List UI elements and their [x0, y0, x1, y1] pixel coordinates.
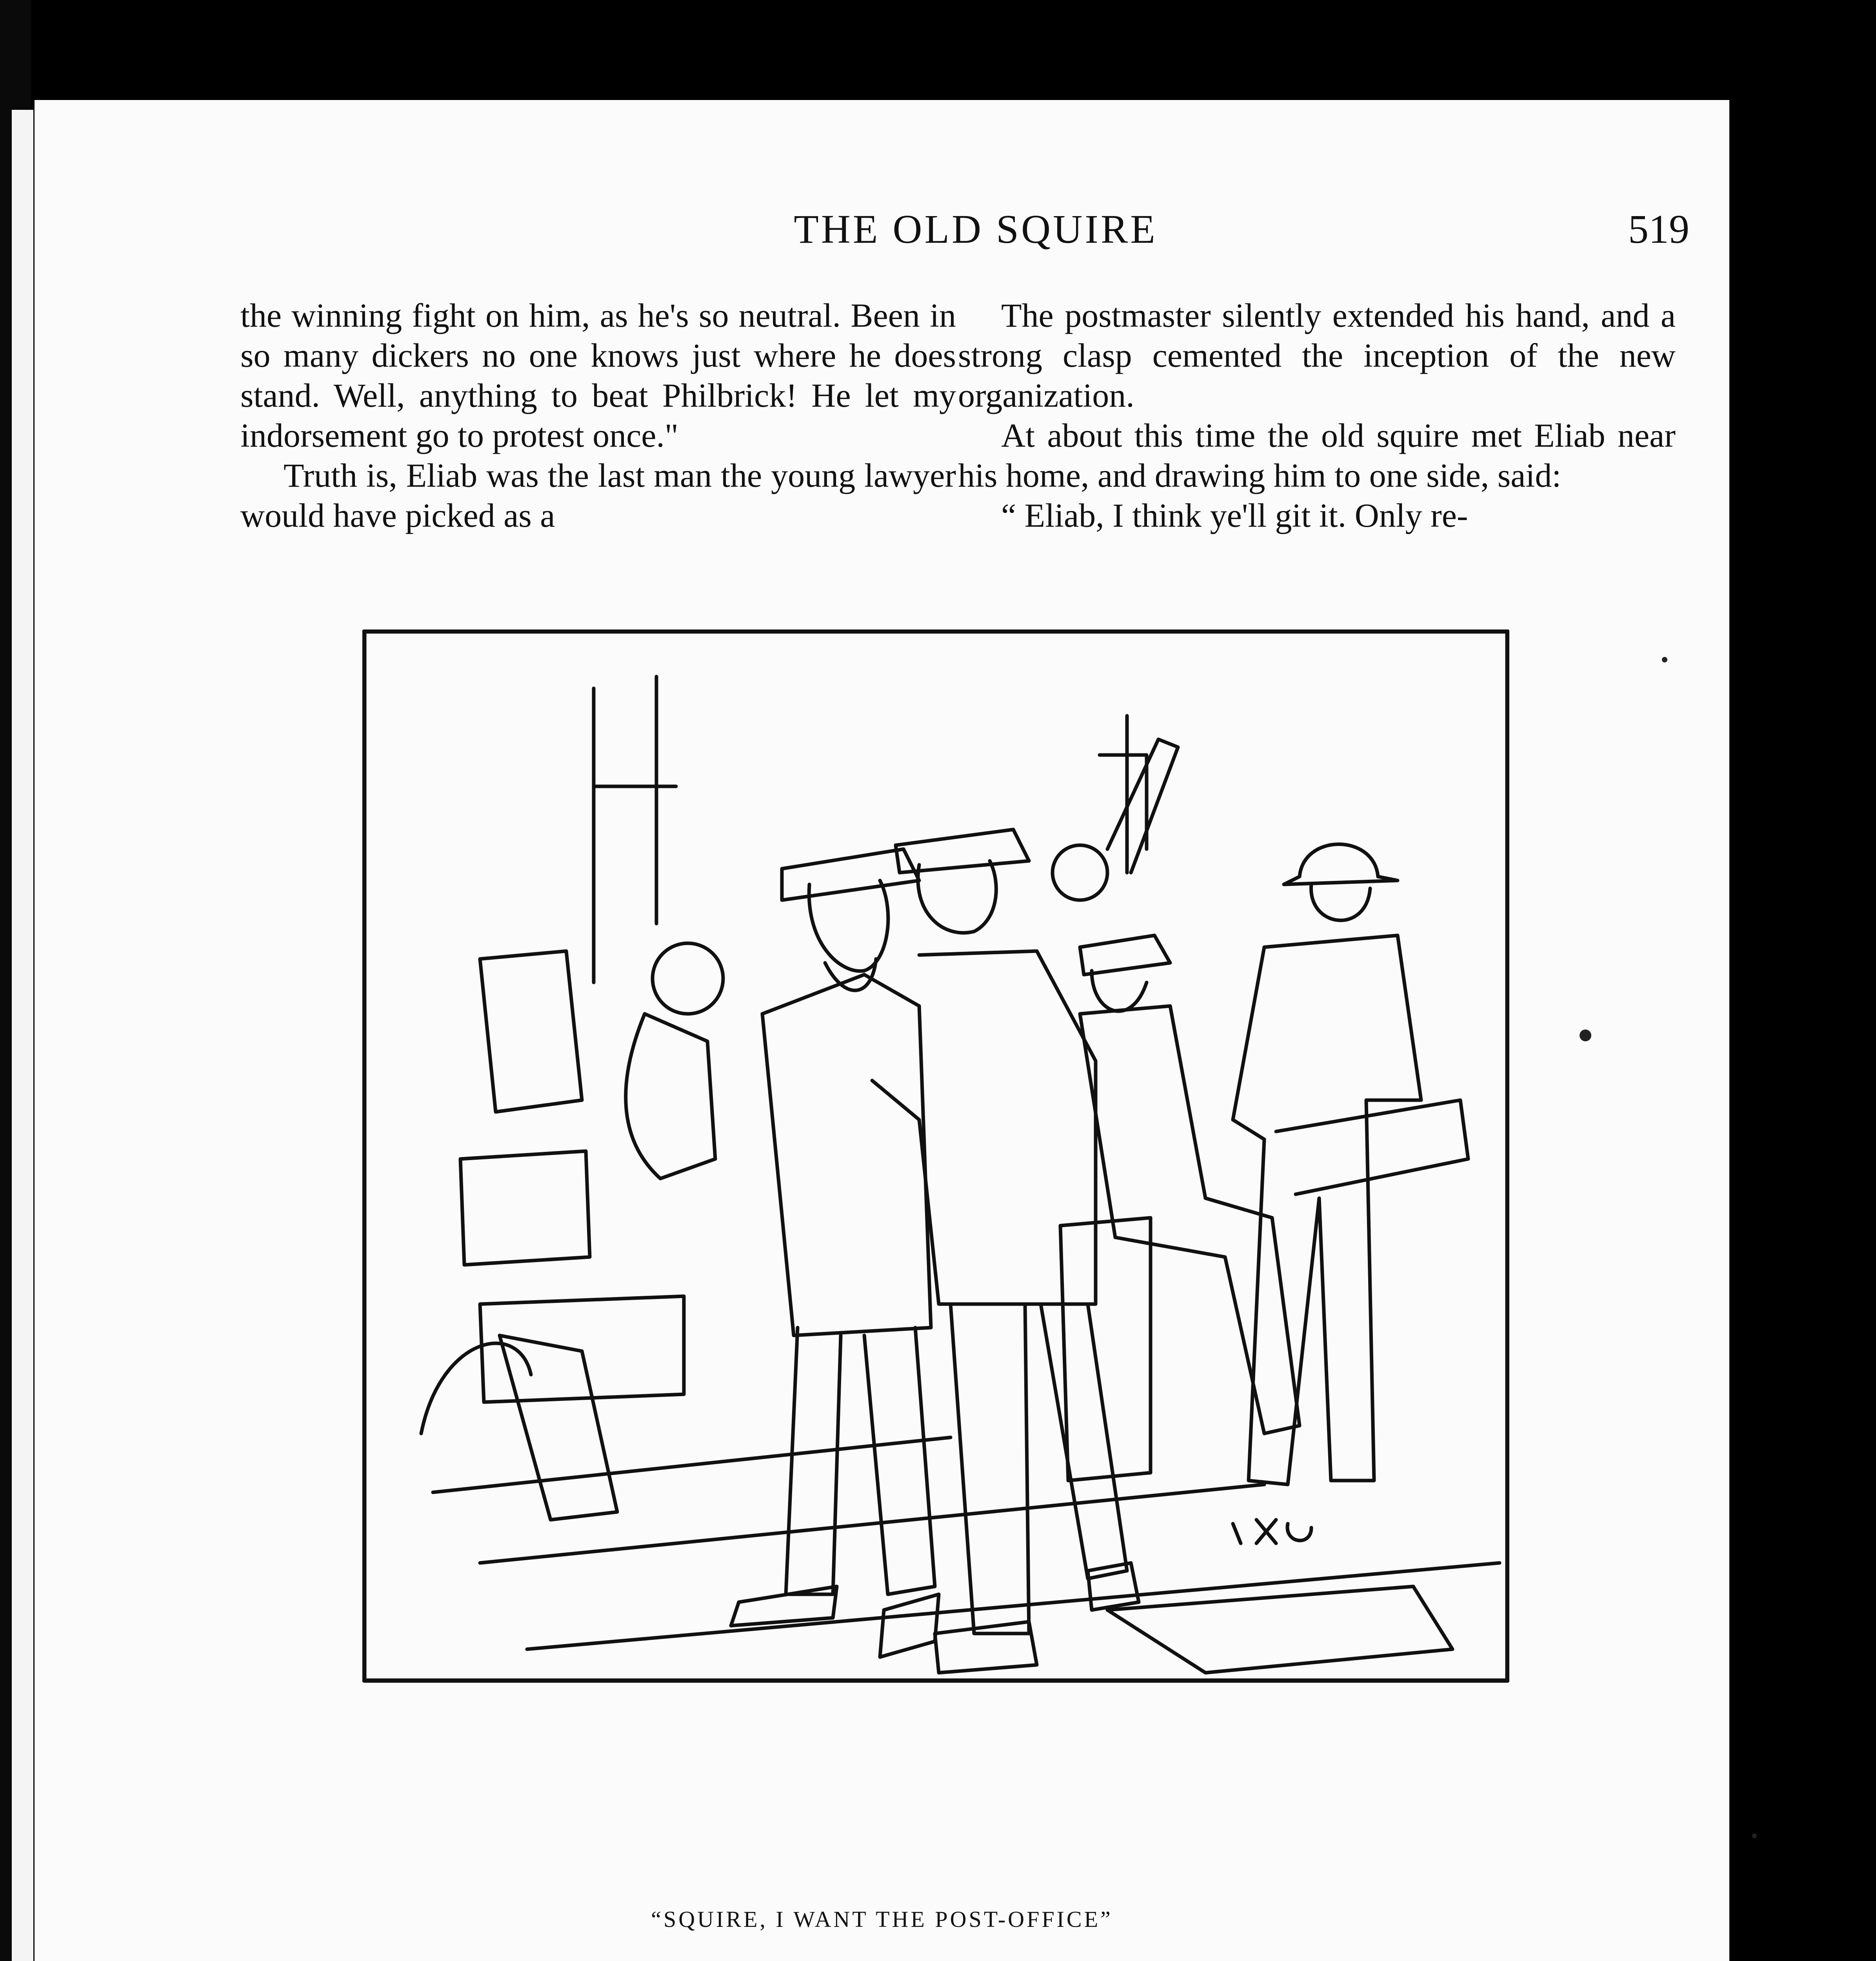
crate [460, 1151, 590, 1265]
boots-young-man [935, 1563, 1139, 1673]
bowler-hat [1284, 844, 1398, 885]
book-page [35, 100, 1729, 1961]
head-bowler-man [1311, 884, 1370, 920]
seated-figure-body [626, 1014, 715, 1179]
paragraph: The postmaster silently extended his hand, and a strong clasp cemented the inception of the new organization. [958, 297, 1676, 414]
floor-line [480, 1484, 1264, 1563]
hat-young-man [896, 830, 1029, 873]
print-speck [1662, 657, 1667, 662]
crate [480, 1296, 684, 1402]
artist-signature [1233, 1520, 1311, 1543]
print-speck [1752, 1834, 1757, 1838]
seated-figure-head [653, 943, 723, 1014]
illustration-caption: “SQUIRE, I WANT THE POST-OFFICE” [651, 1906, 1113, 1932]
head-old-man [1092, 971, 1147, 1011]
broom-bundle [480, 951, 582, 1112]
page-number: 519 [1628, 207, 1689, 252]
legs-squire [786, 1328, 935, 1594]
column-top-right [958, 295, 1676, 535]
running-head [35, 206, 1729, 261]
coat-squire [762, 975, 931, 1335]
column-top-left [240, 295, 956, 535]
illustration-border [364, 631, 1507, 1681]
engraving-illustration [362, 629, 1509, 1798]
previous-page-edge [12, 110, 33, 1961]
paragraph: the winning fight on him, as he's so neutral. Been in so many dickers no one knows just where he does stand. Well, anything to beat Philbrick! He let my indorsement go to protest once." [240, 297, 956, 454]
print-speck [1580, 1030, 1591, 1041]
legs-young-man [951, 1304, 1127, 1634]
waving-figure-arm [1107, 739, 1178, 873]
counter [1276, 1100, 1468, 1194]
crate-stool [1060, 1218, 1151, 1481]
paragraph: Truth is, Eliab was the last man the young lawyer would have picked as a [240, 457, 956, 534]
scoop [500, 1335, 617, 1520]
floor-line [527, 1563, 1500, 1649]
illustration-drawing [362, 629, 1509, 1798]
running-title: THE OLD SQUIRE [794, 207, 1158, 252]
waving-figure-head [1053, 845, 1107, 900]
body-bowler-man [1233, 935, 1421, 1484]
paragraph: At about this time the old squire met Eliab near his home, and drawing him to one side, said: [958, 417, 1676, 494]
floor-tile [1107, 1586, 1452, 1673]
hat-old-man [1080, 935, 1170, 975]
paragraph: “ Eliab, I think ye'll git it. Only re- [1001, 497, 1468, 534]
shelf [594, 677, 676, 982]
